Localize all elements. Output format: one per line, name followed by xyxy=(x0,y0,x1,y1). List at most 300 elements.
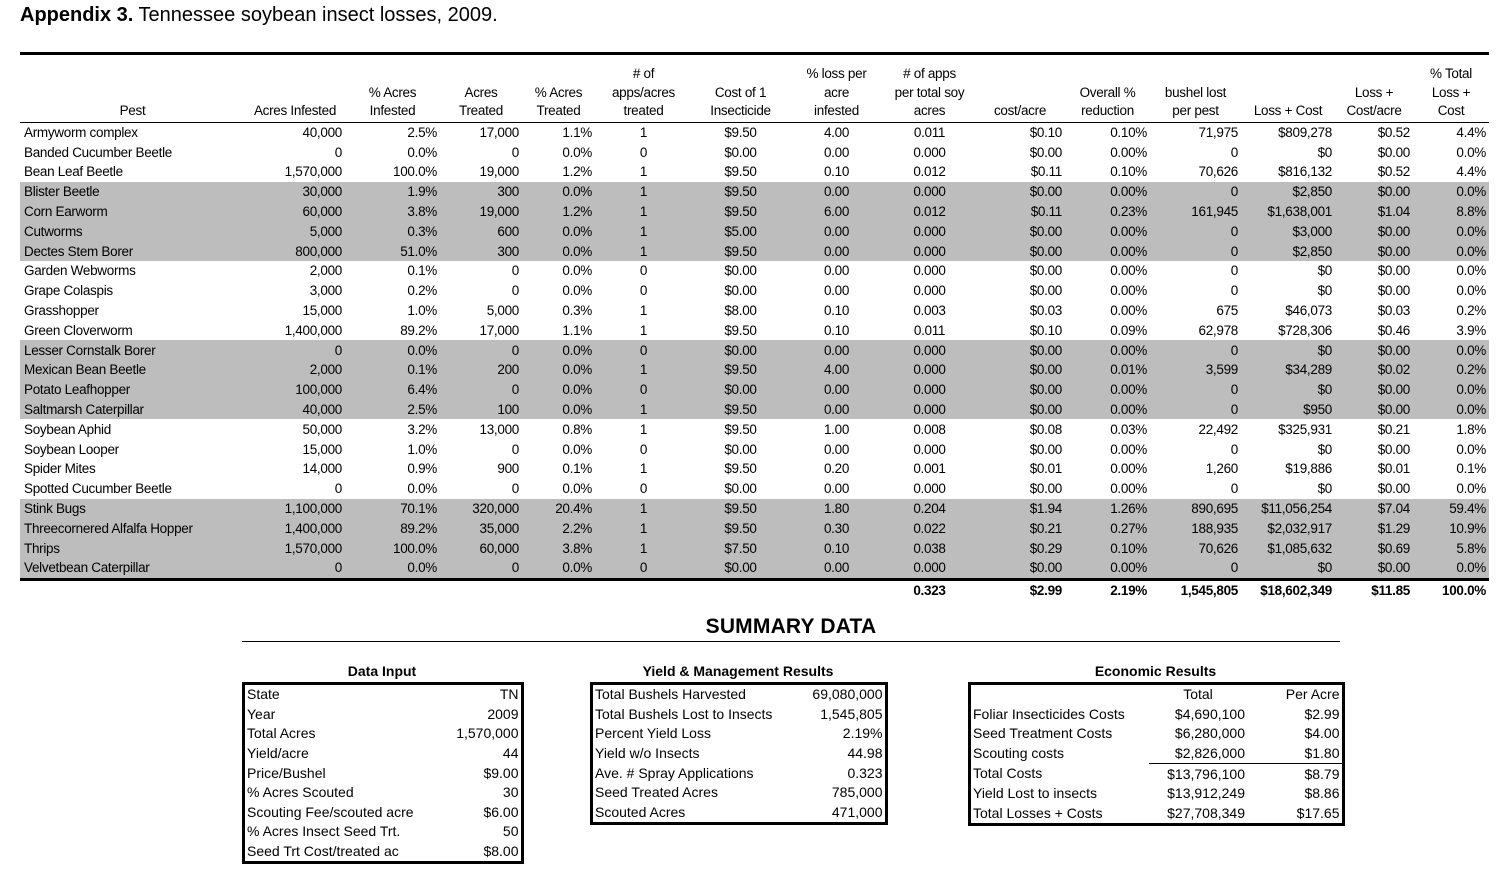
table-cell: 0.0% xyxy=(562,441,592,457)
table-cell: 0 xyxy=(511,144,519,160)
economic-label: Foliar Insecticides Costs xyxy=(973,705,1125,722)
table-cell: $0.03 xyxy=(1377,303,1410,319)
table-cell: 300 xyxy=(440,241,522,261)
table-cell: 0 xyxy=(639,283,648,299)
economic-label: Total Losses + Costs xyxy=(973,804,1103,821)
table-cell: $7.04 xyxy=(1335,499,1413,519)
table-cell: 3,000 xyxy=(309,283,342,299)
insect-losses-table xyxy=(20,55,1489,601)
table-cell: 0 xyxy=(595,340,692,360)
table-cell: $0.21 xyxy=(1377,421,1410,437)
table-cell: 0.00 xyxy=(823,481,850,497)
yield-management-box xyxy=(590,682,888,825)
table-cell: $0 xyxy=(1241,558,1335,579)
table-cell: 0.3% xyxy=(562,303,592,319)
table-cell: $0.01 xyxy=(1029,461,1062,477)
table-cell: $816,132 xyxy=(1278,164,1332,180)
table-cell: 0.0% xyxy=(1413,558,1489,579)
total-cell xyxy=(345,579,440,601)
yield-row xyxy=(593,803,885,823)
economic-header-row xyxy=(971,685,1342,705)
table-cell: $0.00 xyxy=(975,241,1065,261)
table-cell: 0.0% xyxy=(522,360,595,380)
table-cell: 0.011 xyxy=(913,322,946,338)
table-cell: $325,931 xyxy=(1278,421,1332,437)
column-header: Acres Infested xyxy=(253,103,337,118)
table-cell: 100,000 xyxy=(245,380,345,400)
summary-rule xyxy=(242,641,1340,642)
pest-name-cell: Potato Leafhopper xyxy=(20,380,245,400)
table-cell: 0.000 xyxy=(913,441,946,457)
table-cell: 100.0% xyxy=(345,538,440,558)
table-cell: 15,000 xyxy=(302,441,342,457)
yield-row xyxy=(593,744,885,764)
table-cell: 0.0% xyxy=(345,558,440,579)
table-cell: 0 xyxy=(1150,400,1241,420)
table-cell: 0.00 xyxy=(823,441,850,457)
pest-name-cell: Thrips xyxy=(20,538,245,558)
table-cell: 1.0% xyxy=(407,441,437,457)
table-cell: 3.9% xyxy=(1456,322,1486,338)
table-cell: 6.4% xyxy=(345,380,440,400)
table-cell: 0.20 xyxy=(823,461,850,477)
table-row xyxy=(20,538,1489,558)
data-input-title: Data Input xyxy=(347,663,417,679)
table-cell: $9.50 xyxy=(724,322,757,338)
table-cell: 0.00% xyxy=(1110,481,1147,497)
table-cell: $0.00 xyxy=(975,400,1065,420)
table-cell: 6.00 xyxy=(789,202,884,222)
table-cell: 0.008 xyxy=(913,421,946,437)
economic-row xyxy=(971,784,1342,804)
yield-row xyxy=(593,705,885,725)
table-row xyxy=(20,439,1489,459)
table-cell: 320,000 xyxy=(440,499,522,519)
table-cell: $0.00 xyxy=(975,558,1065,579)
data-input-row xyxy=(245,724,521,744)
table-cell: $11,056,254 xyxy=(1241,499,1335,519)
column-header: Overall % reduction xyxy=(1079,84,1136,118)
economic-value: $6,280,000 xyxy=(1174,725,1245,742)
table-cell: 900 xyxy=(497,461,519,477)
data-input-label: Total Acres xyxy=(247,725,316,742)
table-row xyxy=(20,221,1489,241)
table-cell: $0 xyxy=(1317,481,1332,497)
table-cell: $0.00 xyxy=(1029,481,1062,497)
table-cell: 0 xyxy=(245,340,345,360)
total-cell xyxy=(440,579,522,601)
table-cell: $34,289 xyxy=(1241,360,1335,380)
table-cell: $9.50 xyxy=(724,421,757,437)
total-cell xyxy=(245,579,345,601)
table-cell: 4.00 xyxy=(789,360,884,380)
table-row xyxy=(20,499,1489,519)
table-cell: 5,000 xyxy=(245,221,345,241)
data-input-value: $6.00 xyxy=(445,803,521,823)
table-cell: 0.00% xyxy=(1110,144,1147,160)
table-row xyxy=(20,142,1489,162)
table-cell: 4.4% xyxy=(1456,164,1486,180)
data-input-label: % Acres Scouted xyxy=(247,784,354,801)
table-cell: 1 xyxy=(595,221,692,241)
table-cell: $7.50 xyxy=(692,538,789,558)
table-cell: $728,306 xyxy=(1278,322,1332,338)
yield-value: 44.98 xyxy=(798,744,885,764)
total-cell xyxy=(20,579,245,601)
table-row xyxy=(20,479,1489,499)
table-cell: 0 xyxy=(334,481,342,497)
data-input-row xyxy=(245,763,521,783)
table-cell: 0.00 xyxy=(789,558,884,579)
table-cell: 19,000 xyxy=(479,164,519,180)
table-cell: 1,400,000 xyxy=(284,322,342,338)
pest-name-cell: Dectes Stem Borer xyxy=(20,241,245,261)
table-cell: 0.1% xyxy=(562,461,592,477)
table-cell: 1 xyxy=(639,303,648,319)
column-header: % Acres Infested xyxy=(368,84,417,118)
total-cell: $11.85 xyxy=(1371,583,1410,599)
table-cell: $9.50 xyxy=(692,400,789,420)
table-cell: $0.00 xyxy=(975,221,1065,241)
table-cell: 70,626 xyxy=(1150,538,1241,558)
pest-name-cell: Threecornered Alfalfa Hopper xyxy=(20,518,245,538)
data-input-label: Scouting Fee/scouted acre xyxy=(247,803,414,820)
table-cell: 0 xyxy=(1150,558,1241,579)
table-cell: 0.000 xyxy=(913,481,946,497)
data-input-row xyxy=(245,705,521,725)
table-cell: $0.08 xyxy=(1029,421,1062,437)
table-cell: 600 xyxy=(440,221,522,241)
yield-value: 1,545,805 xyxy=(798,705,885,725)
table-cell: 0.0% xyxy=(1456,263,1486,279)
data-input-row xyxy=(245,842,521,862)
table-cell: $0.00 xyxy=(724,481,757,497)
table-cell: 800,000 xyxy=(245,241,345,261)
table-cell: 0.1% xyxy=(345,360,440,380)
data-input-row xyxy=(245,783,521,803)
table-cell: 0.27% xyxy=(1065,518,1150,538)
table-cell: $9.50 xyxy=(692,241,789,261)
yield-label: Scouted Acres xyxy=(595,803,686,820)
table-cell: 0.038 xyxy=(884,538,975,558)
table-cell: 0.012 xyxy=(913,164,946,180)
table-cell: 0.10% xyxy=(1110,164,1147,180)
total-cell: $2.99 xyxy=(1029,583,1062,599)
appendix-label: Appendix 3. xyxy=(20,4,134,26)
data-input-label: Year xyxy=(247,705,276,722)
table-cell: 1,570,000 xyxy=(245,538,345,558)
yield-management-title: Yield & Management Results xyxy=(642,663,834,679)
table-cell: $0.46 xyxy=(1377,322,1410,338)
table-cell: 70.1% xyxy=(345,499,440,519)
table-cell: $1.04 xyxy=(1335,202,1413,222)
table-row xyxy=(20,518,1489,538)
table-cell: 0.0% xyxy=(522,558,595,579)
table-cell: 0.00% xyxy=(1065,340,1150,360)
table-cell: 0.0% xyxy=(1456,481,1486,497)
table-cell: 14,000 xyxy=(302,461,342,477)
table-cell: 0.0% xyxy=(1456,283,1486,299)
table-cell: 1.1% xyxy=(562,124,592,140)
data-input-value: TN xyxy=(445,685,521,705)
table-cell: $1,638,001 xyxy=(1241,202,1335,222)
table-cell: 89.2% xyxy=(400,322,437,338)
data-input-value: 30 xyxy=(445,783,521,803)
table-cell: 51.0% xyxy=(345,241,440,261)
table-cell: 1.26% xyxy=(1065,499,1150,519)
table-cell: $9.50 xyxy=(692,202,789,222)
data-input-label: State xyxy=(247,686,280,703)
table-cell: 0.00% xyxy=(1110,303,1147,319)
table-cell: 0.8% xyxy=(562,421,592,437)
table-cell: 0.00 xyxy=(789,340,884,360)
table-cell: 1 xyxy=(595,400,692,420)
total-cell: 100.0% xyxy=(1442,583,1486,599)
pest-name-cell: Cutworms xyxy=(20,221,245,241)
table-cell: 0 xyxy=(1230,144,1238,160)
table-cell: 40,000 xyxy=(302,124,342,140)
table-row xyxy=(20,122,1489,142)
table-cell: $0.00 xyxy=(1335,182,1413,202)
table-cell: 0.00% xyxy=(1065,241,1150,261)
table-cell: 0.0% xyxy=(522,182,595,202)
table-cell: $1.94 xyxy=(975,499,1065,519)
table-cell: 1.8% xyxy=(1456,421,1486,437)
table-cell: 0.00% xyxy=(1065,380,1150,400)
column-header: # of apps/acres treated xyxy=(611,66,676,118)
table-cell: 0 xyxy=(639,481,648,497)
economic-results-box xyxy=(968,682,1345,826)
yield-value: 2.19% xyxy=(798,724,885,744)
economic-value: $8.86 xyxy=(1247,784,1342,804)
table-cell: 0 xyxy=(440,340,522,360)
insect-losses-table-container xyxy=(20,52,1489,601)
yield-row xyxy=(593,783,885,803)
table-cell: 0.0% xyxy=(562,481,592,497)
table-cell: 0.012 xyxy=(884,202,975,222)
table-cell: 0.000 xyxy=(913,263,946,279)
table-row xyxy=(20,320,1489,340)
table-cell: 2.2% xyxy=(522,518,595,538)
table-cell: $0.10 xyxy=(1029,322,1062,338)
table-cell: 0.0% xyxy=(522,400,595,420)
table-cell: 0.0% xyxy=(1413,221,1489,241)
table-cell: 0.10% xyxy=(1110,124,1147,140)
table-cell: $0.00 xyxy=(1377,481,1410,497)
table-cell: 200 xyxy=(440,360,522,380)
table-cell: 0 xyxy=(440,558,522,579)
total-cell xyxy=(522,579,595,601)
table-cell: 0 xyxy=(1150,241,1241,261)
table-cell: $0.29 xyxy=(975,538,1065,558)
column-header: bushel lost per pest xyxy=(1164,84,1227,118)
table-cell: 1.80 xyxy=(789,499,884,519)
table-cell: 0.000 xyxy=(884,241,975,261)
table-cell: $9.50 xyxy=(692,182,789,202)
economic-value: $2.99 xyxy=(1247,705,1342,725)
table-cell: 0.00 xyxy=(823,144,850,160)
table-cell: $0 xyxy=(1317,263,1332,279)
economic-row xyxy=(971,804,1342,824)
table-cell: 0.00 xyxy=(789,221,884,241)
table-cell: 50,000 xyxy=(302,421,342,437)
table-cell: 0 xyxy=(639,263,648,279)
table-cell: 0 xyxy=(1230,283,1238,299)
table-cell: 0.0% xyxy=(1413,380,1489,400)
table-cell: $0 xyxy=(1317,144,1332,160)
data-input-row xyxy=(245,822,521,842)
table-cell: 1 xyxy=(595,241,692,261)
table-cell: 1.0% xyxy=(407,303,437,319)
table-cell: $0.00 xyxy=(1029,144,1062,160)
table-cell: 0.2% xyxy=(1456,303,1486,319)
pest-name-cell: Velvetbean Caterpillar xyxy=(20,558,245,579)
table-cell: $2,032,917 xyxy=(1241,518,1335,538)
economic-value: $13,912,249 xyxy=(1167,785,1245,802)
data-input-row xyxy=(245,803,521,823)
pest-name-cell: Spotted Cucumber Beetle xyxy=(24,481,172,497)
table-cell: 2.5% xyxy=(345,400,440,420)
pest-name-cell: Lesser Cornstalk Borer xyxy=(20,340,245,360)
table-cell: 3.2% xyxy=(407,421,437,437)
yield-label: Total Bushels Lost to Insects xyxy=(595,705,773,722)
table-row xyxy=(20,202,1489,222)
table-cell: 0.01% xyxy=(1065,360,1150,380)
data-input-row xyxy=(245,744,521,764)
table-cell: 0.0% xyxy=(1413,340,1489,360)
table-cell: 1 xyxy=(639,124,648,140)
table-cell: 1.2% xyxy=(562,164,592,180)
table-cell: 1 xyxy=(595,499,692,519)
table-cell: $0.00 xyxy=(975,340,1065,360)
table-cell: 0.10 xyxy=(789,538,884,558)
table-cell: 8.8% xyxy=(1413,202,1489,222)
table-cell: $0.52 xyxy=(1377,124,1410,140)
table-cell: 300 xyxy=(440,182,522,202)
table-cell: 1,570,000 xyxy=(284,164,342,180)
table-cell: 0 xyxy=(511,481,519,497)
table-cell: $0.00 xyxy=(692,558,789,579)
economic-value: $1.80 xyxy=(1247,744,1342,764)
table-cell: $0.11 xyxy=(1030,164,1062,180)
table-cell: $0.00 xyxy=(1335,400,1413,420)
table-cell: 1.00 xyxy=(823,421,850,437)
table-cell: $19,886 xyxy=(1285,461,1332,477)
table-cell: 0.2% xyxy=(407,283,437,299)
table-cell: 0 xyxy=(1150,221,1241,241)
economic-value: $4.00 xyxy=(1247,724,1342,744)
page-title xyxy=(20,4,498,27)
table-cell: $0.00 xyxy=(724,283,757,299)
table-cell: 89.2% xyxy=(345,518,440,538)
table-cell: 0 xyxy=(595,558,692,579)
pest-name-cell: Garden Webworms xyxy=(24,263,136,279)
column-header: Cost of 1 Insecticide xyxy=(710,84,771,118)
table-cell: 0 xyxy=(1150,182,1241,202)
table-cell: $9.50 xyxy=(724,461,757,477)
table-cell: 0.0% xyxy=(345,340,440,360)
table-cell: 0.0% xyxy=(562,283,592,299)
table-cell: 4.00 xyxy=(823,124,850,140)
table-cell: 0.3% xyxy=(345,221,440,241)
table-cell: 4.4% xyxy=(1456,124,1486,140)
economic-label: Scouting costs xyxy=(973,745,1065,762)
table-cell: $950 xyxy=(1241,400,1335,420)
table-cell: 0 xyxy=(595,380,692,400)
pest-name-cell: Banded Cucumber Beetle xyxy=(24,144,172,160)
economic-header: Per Acre xyxy=(1247,685,1342,705)
table-row xyxy=(20,301,1489,321)
title-text: Tennessee soybean insect losses, 2009. xyxy=(133,4,498,26)
economic-value: $8.79 xyxy=(1247,764,1342,784)
table-cell: $0.00 xyxy=(692,340,789,360)
table-cell: 0.0% xyxy=(1456,144,1486,160)
table-cell: 17,000 xyxy=(479,322,519,338)
pest-name-cell: Corn Earworm xyxy=(20,202,245,222)
table-cell: 0.000 xyxy=(884,221,975,241)
table-cell: 1 xyxy=(595,202,692,222)
table-cell: 0.00 xyxy=(789,400,884,420)
table-cell: 3.8% xyxy=(345,202,440,222)
table-cell: $809,278 xyxy=(1278,124,1332,140)
table-cell: 0 xyxy=(511,283,519,299)
table-cell: 0.0% xyxy=(522,221,595,241)
column-header: Acres Treated xyxy=(459,84,503,118)
table-cell: 5,000 xyxy=(486,303,519,319)
economic-results-title: Economic Results xyxy=(1094,663,1217,679)
table-row xyxy=(20,380,1489,400)
table-cell: 0 xyxy=(1230,481,1238,497)
table-cell: 0.2% xyxy=(1413,360,1489,380)
table-cell: 1 xyxy=(639,421,648,437)
summary-title: SUMMARY DATA xyxy=(705,615,877,638)
table-totals-row xyxy=(20,579,1489,601)
table-cell: 0.9% xyxy=(407,461,437,477)
table-cell: 0.0% xyxy=(1456,441,1486,457)
table-cell: 0 xyxy=(639,144,648,160)
table-cell: 0.30 xyxy=(789,518,884,538)
table-cell: $0 xyxy=(1317,441,1332,457)
column-header: Pest xyxy=(119,103,146,118)
table-cell: $0.00 xyxy=(1335,221,1413,241)
table-cell: 0 xyxy=(440,380,522,400)
table-cell: 0.1% xyxy=(1456,461,1486,477)
table-cell: $0.00 xyxy=(692,380,789,400)
table-header-row xyxy=(20,55,1489,122)
table-cell: 1 xyxy=(595,182,692,202)
total-cell: 1,545,805 xyxy=(1180,583,1238,599)
table-cell: $1.29 xyxy=(1335,518,1413,538)
table-cell: 2,000 xyxy=(245,360,345,380)
table-cell: 0.09% xyxy=(1110,322,1147,338)
table-cell: 0.03% xyxy=(1110,421,1147,437)
table-cell: 15,000 xyxy=(302,303,342,319)
table-cell: 70,626 xyxy=(1198,164,1238,180)
table-cell: 0.204 xyxy=(884,499,975,519)
table-cell: $1,085,632 xyxy=(1241,538,1335,558)
table-cell: $0.03 xyxy=(1029,303,1062,319)
table-row xyxy=(20,182,1489,202)
table-cell: $0.00 xyxy=(724,263,757,279)
data-input-value: 1,570,000 xyxy=(445,724,521,744)
table-cell: 0.00% xyxy=(1110,283,1147,299)
table-cell: 0.00% xyxy=(1065,182,1150,202)
column-header: Loss + Cost/acre xyxy=(1346,84,1402,118)
yield-label: Seed Treated Acres xyxy=(595,784,718,801)
table-cell: $0.00 xyxy=(975,360,1065,380)
table-row xyxy=(20,340,1489,360)
yield-value: 785,000 xyxy=(798,783,885,803)
